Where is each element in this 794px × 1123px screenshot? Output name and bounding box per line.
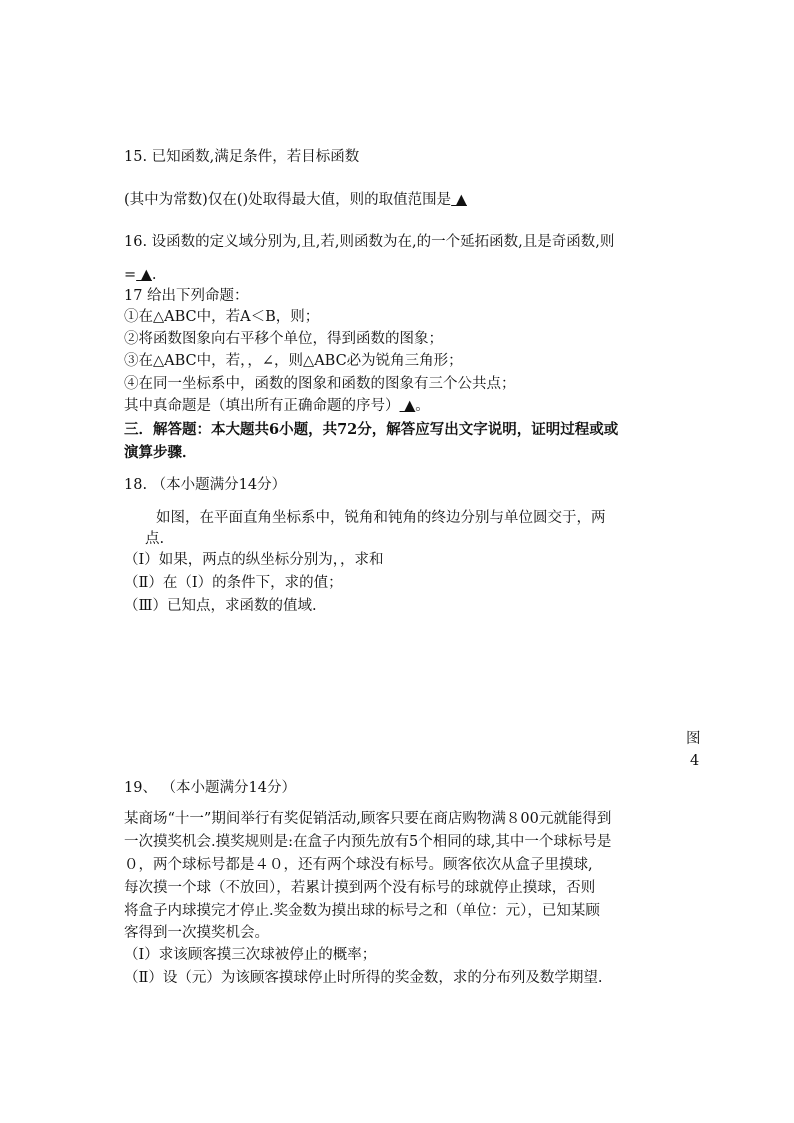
q16-line1: 16. 设函数的定义域分别为,且,若,则函数为在,的一个延拓函数,且是奇函数,则 (124, 234, 615, 250)
section-3-heading-line1: 三．解答题：本大题共6小题，共72分，解答应写出文字说明，证明过程或或 (124, 421, 619, 438)
q18-intro-line2: 点. (145, 531, 165, 547)
q17-closing-text: 其中真命题是（填出所有正确命题的序号） (124, 398, 400, 414)
q17-title: 17 给出下列命题： (124, 288, 249, 304)
q18-intro-line1: 如图，在平面直角坐标系中，锐角和钝角的终边分别与单位圆交于，两 (156, 510, 606, 526)
figure-label-number: 4 (690, 753, 700, 769)
q16-line2 (124, 265, 157, 285)
q16-eq: = (124, 267, 137, 283)
q19-line-4: 每次摸一个球（不放回），若累计摸到两个没有标号的球就停止摸球，否则 (124, 880, 596, 896)
q17-closing-period: 。 (415, 398, 430, 414)
q15-line1: 15. 已知函数,满足条件，若目标函数 (124, 149, 360, 165)
q15-text: (其中为常数)仅在()处取得最大值，则的取值范围是 (124, 192, 452, 208)
q19-part-2: （Ⅱ）设（元）为该顾客摸球停止时所得的奖金数，求的分布列及数学期望. (124, 970, 603, 986)
section-3-heading-line2: 演算步骤． (124, 444, 197, 461)
q16-period: . (151, 267, 157, 283)
q17-item-2: ②将函数图象向右平移个单位，得到函数的图象； (124, 331, 443, 347)
q17-item-1: ①在△ABC中，若A＜B，则； (124, 309, 320, 325)
q17-item-4: ④在同一坐标系中，函数的图象和函数的图象有三个公共点； (124, 376, 516, 392)
q19-line-5: 将盒子内球摸完才停止.奖金数为摸出球的标号之和（单位：元），已知某顾 (124, 903, 600, 919)
q19-header: 19、 （本小题满分14分） (124, 780, 297, 796)
q19-line-3: ０，两个球标号都是４０，还有两个球没有标号。顾客依次从盒子里摸球, (124, 857, 593, 873)
q17-item-3: ③在△ABC中，若，，∠，则△ABC必为锐角三角形； (124, 353, 463, 369)
q18-header: 18. （本小题满分14分） (124, 477, 287, 493)
q16-answer-blank: ▲ (136, 267, 152, 283)
q18-part-2: （Ⅱ）在（Ⅰ）的条件下，求的值； (124, 575, 343, 591)
q17-answer-blank: ▲ (399, 398, 416, 414)
q19-line-2: 一次摸奖机会.摸奖规则是:在盒子内预先放有5个相同的球,其中一个球标号是 (124, 834, 612, 850)
q19-line-6: 客得到一次摸奖机会。 (124, 925, 269, 941)
q18-part-3: （Ⅲ）已知点，求函数的值域. (124, 598, 317, 614)
q19-line-1: 某商场“十一”期间举行有奖促销活动,顾客只要在商店购物满８00元就能得到 (124, 811, 612, 827)
q18-part-1: （Ⅰ）如果，两点的纵坐标分别为，，求和 (124, 552, 384, 568)
q17-closing (124, 396, 430, 416)
q15-line2 (124, 190, 467, 210)
q15-answer-blank: ▲ (451, 192, 467, 208)
q19-part-1: （Ⅰ）求该顾客摸三次球被停止的概率； (124, 947, 377, 963)
figure-label-char: 图 (686, 731, 701, 747)
